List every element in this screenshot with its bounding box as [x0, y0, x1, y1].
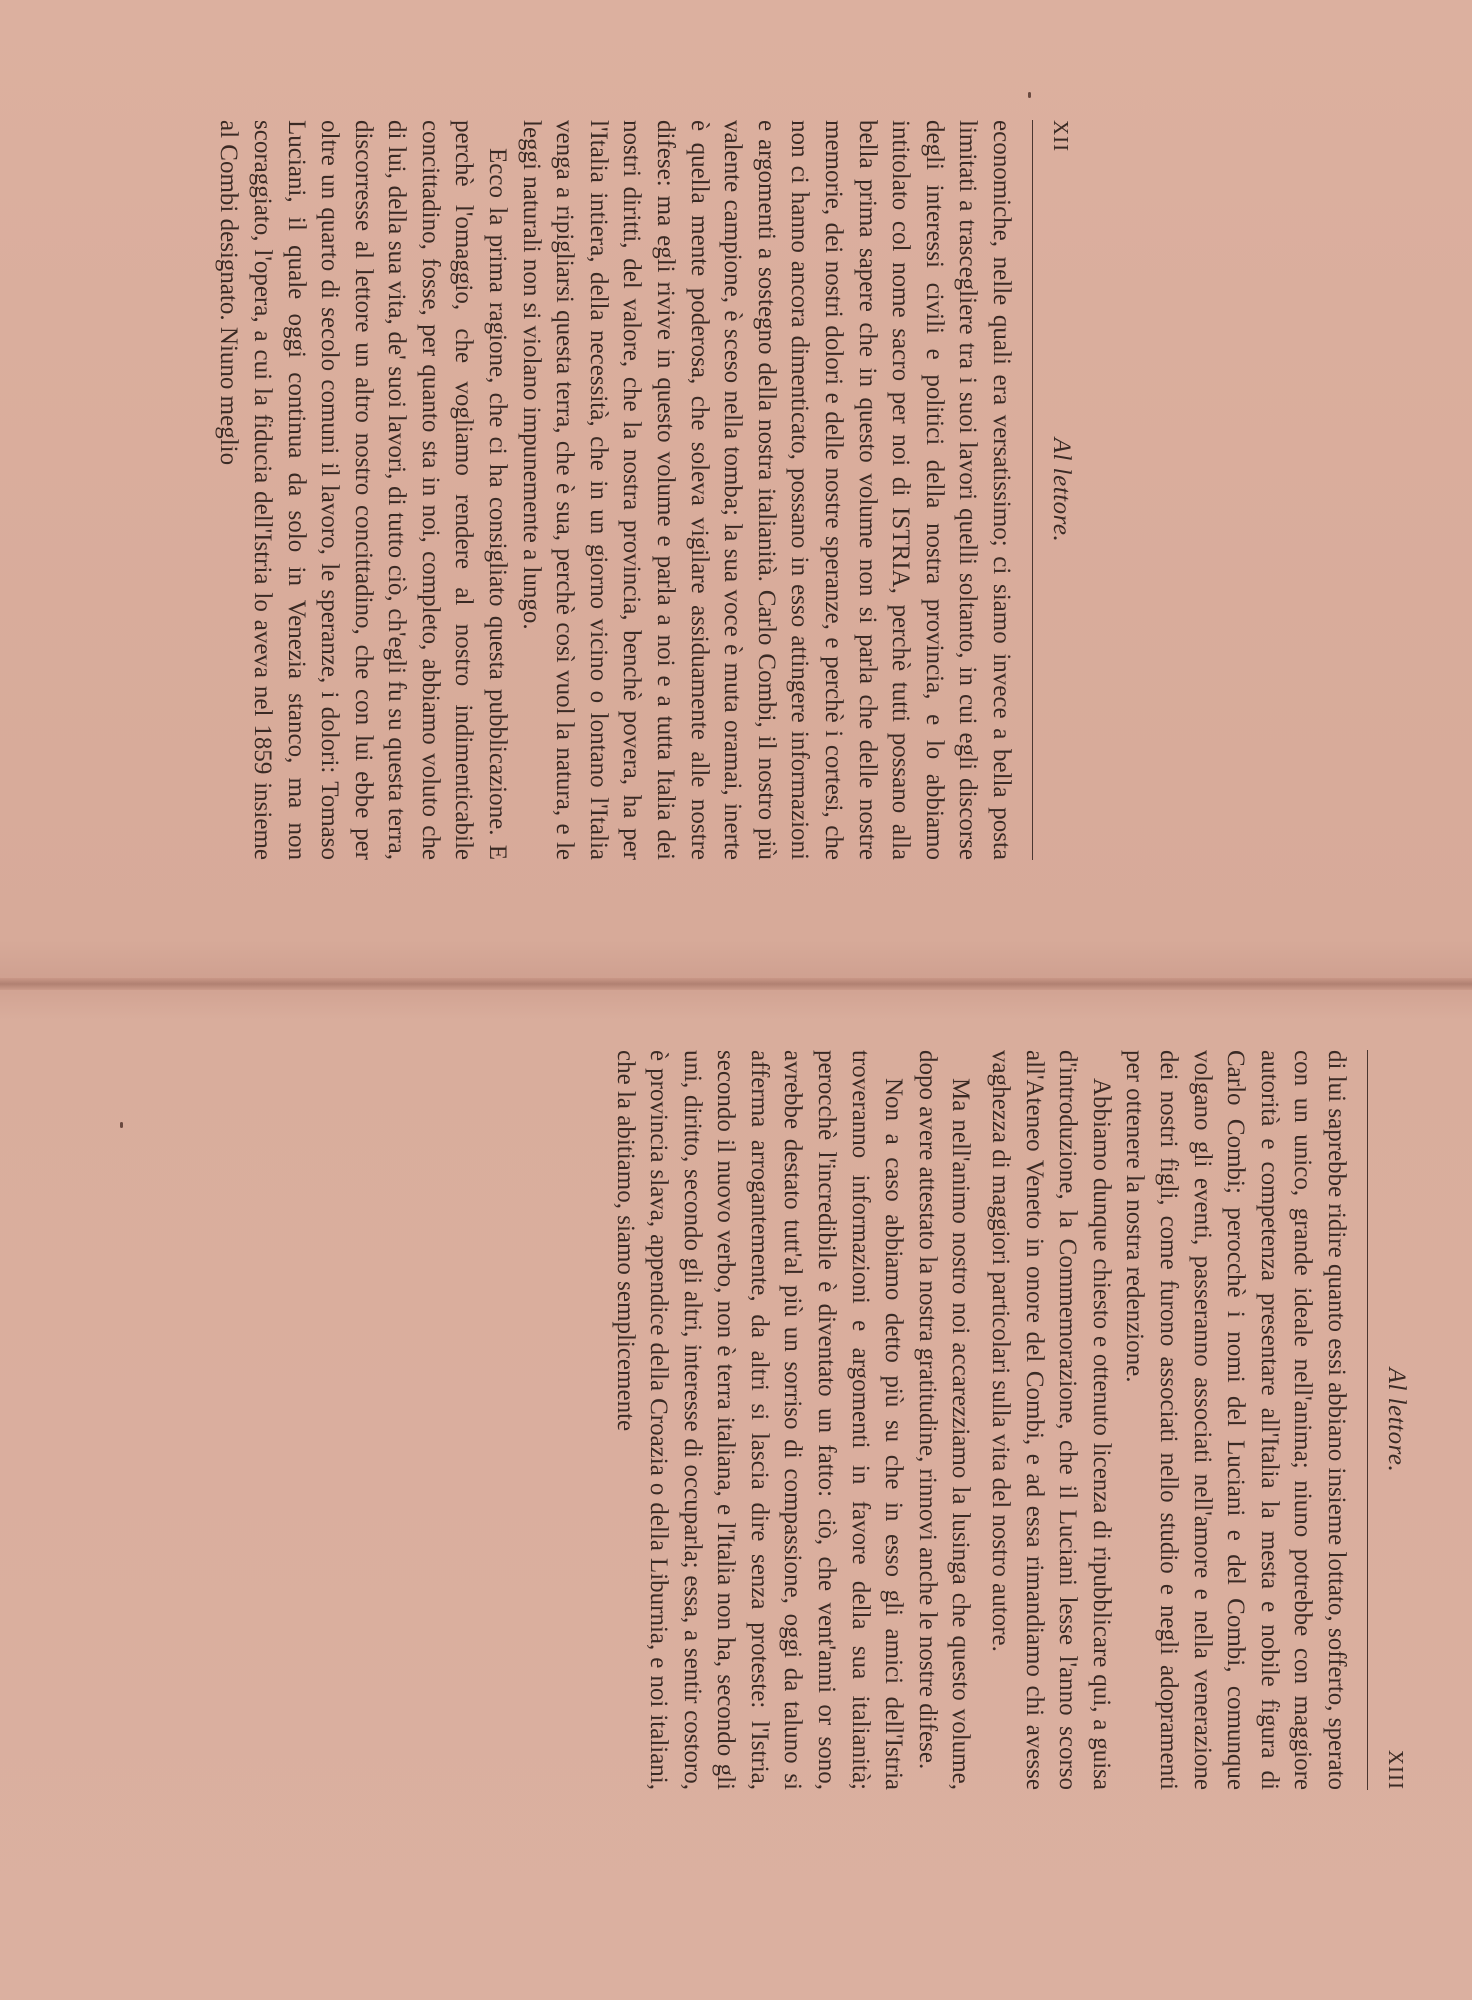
right-paragraph-2: Abbiamo dunque chiesto e ottenuto licenza di ripubblicare qui, a guisa d'introduzione, la Commemorazione, che il Luciani lesse l'anno scorso all'Ateneo Veneto in onore del Combi, e ad essa rimandiamo chi avesse vaghezza di maggiori particolari sulla vita del nostro autore. [987, 1050, 1115, 1790]
left-page-number: XII [1049, 120, 1073, 153]
right-paragraph-1: di lui saprebbe ridire quanto essi abbiano insieme lottato, sofferto, sperato con un unico, grande ideale nell'anima; niuno potrebbe con maggiore autorità e competenza presentare all'Italia la mesta e nobile figura di Carlo Combi; perocchè i nomi del Luciani e del Combi, comunque volgano gli eventi, passeranno associati nell'amore e nella venerazione dei nostri figli, come furono associati nello studio e negli adopramenti per ottenere la nostra redenzione. [1121, 1050, 1350, 1790]
right-page-body [608, 1050, 1353, 1790]
right-paragraph-3: Ma nell'animo nostro noi accarezziamo la lusinga che questo volume, dopo avere attestato la nostra gratitudine, rinnovi anche le nostre difese. [913, 1050, 975, 1790]
right-header-rule [1367, 1050, 1368, 1790]
right-running-head: Al lettore. [1383, 1367, 1410, 1473]
paper-speck [1028, 92, 1031, 98]
right-page-header [1376, 1050, 1410, 1790]
paper-speck [120, 1122, 123, 1128]
left-running-head: Al lettore. [1048, 437, 1075, 543]
left-page-body [212, 120, 1018, 860]
right-page [530, 1050, 1410, 1790]
left-page [195, 120, 1075, 860]
book-gutter [0, 978, 1472, 990]
left-header-rule [1032, 120, 1033, 860]
right-page-number: XIII [1384, 1749, 1408, 1790]
left-paragraph-1: economiche, nelle quali era versatissimo; ci siamo invece a bella posta limitati a trascegliere tra i suoi lavori quelli soltanto, in cui egli discorse degli interessi civili e politici della nostra provincia, e lo abbiamo intitolato col nome sacro per noi di ISTRIA, perchè tutti possano alla bella prima sapere che in questo volume non si parla che delle nostre memorie, dei nostri dolori e delle nostre speranze, e perchè i cortesi, che non ci hanno ancora dimenticato, possano in esso attingere informazioni e argomenti a sostegno della nostra italianità. Carlo Combi, il nostro più valente campione, è sceso nella tomba; la sua voce è muta oramai, inerte è quella mente poderosa, che soleva vigilare assiduamente alle nostre difese: ma egli rivive in questo volume e parla a noi e a tutta Italia dei nostri diritti, del valore, che la nostra provincia, benchè povera, ha per l'Italia intiera, della necessità, che in un giorno vicino o lontano l'Italia venga a ripigliarsi questa terra, che è sua, perchè così vuol la natura, e le leggi naturali non si violano impunemente a lungo. [517, 120, 1015, 860]
right-paragraph-4: Non a caso abbiamo detto più su che in esso gli amici dell'Istria troveranno informazioni e argomenti in favore della sua italianità; perocchè l'incredibile è diventato un fatto: ciò, che vent'anni or sono, avrebbe destato tutt'al più un sorriso di compassione, oggi da taluno si afferma arrogantemente, da altri si lascia dire senza proteste: l'Istria, secondo il nuovo verbo, non è terra italiana, e l'Italia non ha, secondo gli uni, diritto, secondo gli altri, interesse di occuparla; essa, a sentir costoro, è provincia slava, appendice della Croazia o della Liburnia, e noi italiani, che la abitiamo, siamo semplicemente [611, 1050, 908, 1790]
left-paragraph-2: Ecco la prima ragione, che ci ha consigliato questa pubblicazione. E perchè l'omaggio, che vogliamo rendere al nostro indimenticabile concittadino, fosse, per quanto sta in noi, completo, abbiamo voluto che di lui, della sua vita, de' suoi lavori, di tutto ciò, ch'egli fu su questa terra, discorresse al lettore un altro nostro concittadino, che con lui ebbe per oltre un quarto di secolo comuni il lavoro, le speranze, i dolori: Tomaso Luciani, il quale oggi continua da solo in Venezia stanco, ma non scoraggiato, l'opera, a cui la fiducia dell'Istria lo aveva nel 1859 insieme al Combi designato. Niuno meglio [215, 120, 512, 860]
left-page-header [1041, 120, 1075, 860]
